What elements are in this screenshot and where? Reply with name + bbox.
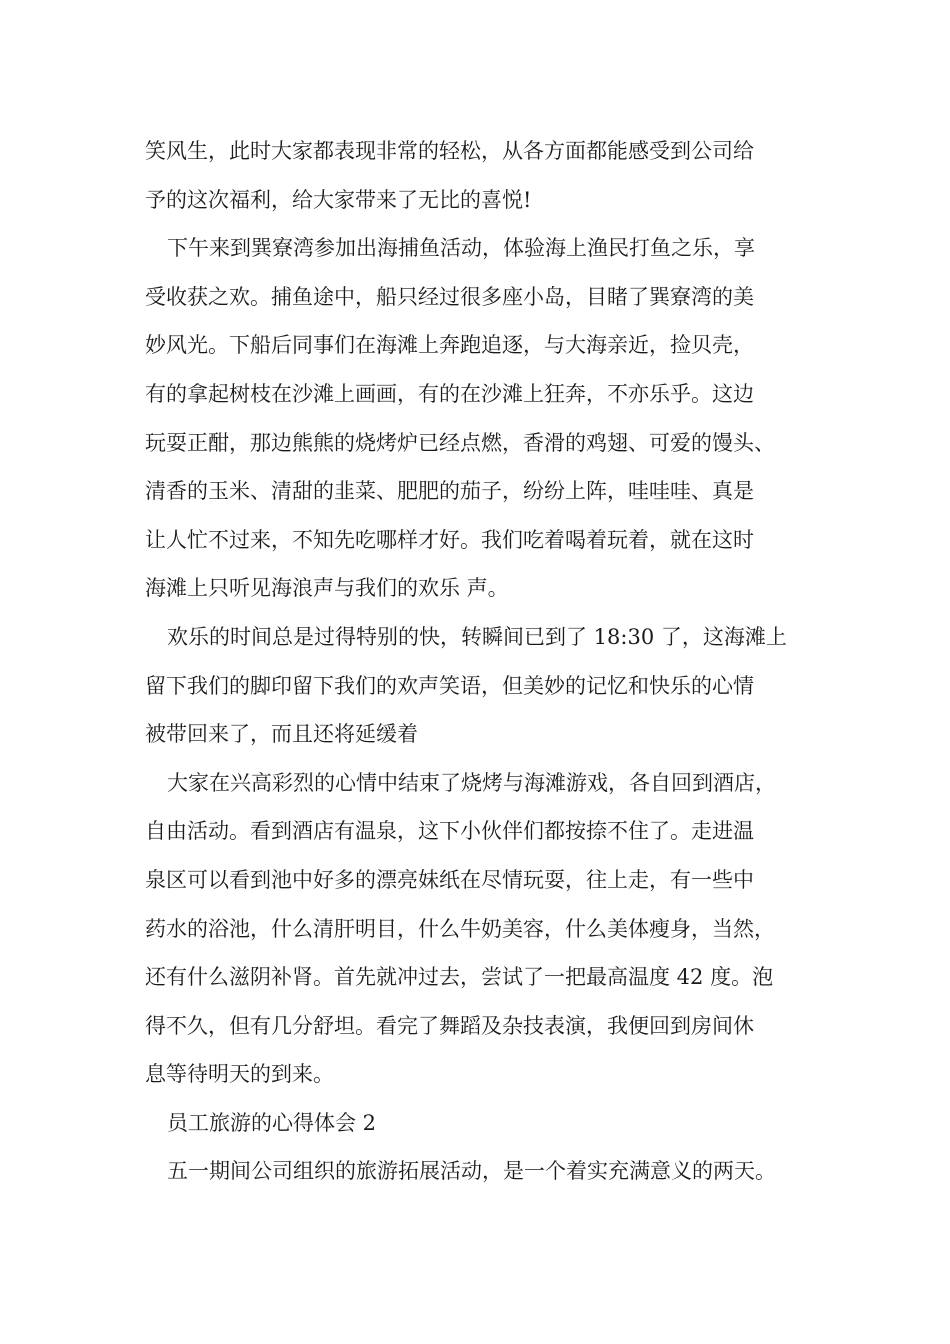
text-line: 让人忙不过来，不知先吃哪样才好。我们吃着喝着玩着，就在这时 <box>145 527 754 552</box>
text-line: 有的拿起树枝在沙滩上画画，有的在沙滩上狂奔，不亦乐乎。这边 <box>145 381 754 406</box>
section-heading: 员工旅游的心得体会 2 <box>167 1110 377 1135</box>
text-line: 泉区可以看到池中好多的漂亮妹纸在尽情玩耍，往上走，有一些中 <box>145 867 754 892</box>
text-line: 得不久，但有几分舒坦。看完了舞蹈及杂技表演，我便回到房间休 <box>145 1013 754 1038</box>
text-line: 海滩上只听见海浪声与我们的欢乐 声。 <box>145 576 509 601</box>
text-line: 留下我们的脚印留下我们的欢声笑语，但美妙的记忆和快乐的心情 <box>145 673 754 698</box>
text-line: 药水的浴池，什么清肝明目，什么牛奶美容，什么美体瘦身，当然， <box>145 916 775 941</box>
text-line: 被带回来了，而且还将延缓着 <box>145 722 418 747</box>
paragraph-start-line: 大家在兴高彩烈的心情中结束了烧烤与海滩游戏，各自回到酒店， <box>167 770 776 795</box>
text-line: 受收获之欢。捕鱼途中，船只经过很多座小岛，目睹了巽寮湾的美 <box>145 284 754 309</box>
paragraph-start-line: 下午来到巽寮湾参加出海捕鱼活动，体验海上渔民打鱼之乐，享 <box>167 236 755 261</box>
text-line: 自由活动。看到酒店有温泉，这下小伙伴们都按捺不住了。走进温 <box>145 819 754 844</box>
text-line: 清香的玉米、清甜的韭菜、肥肥的茄子，纷纷上阵，哇哇哇、真是 <box>145 479 754 504</box>
text-line: 还有什么滋阴补肾。首先就冲过去，尝试了一把最高温度 42 度。泡 <box>145 965 774 990</box>
paragraph-start-line: 五一期间公司组织的旅游拓展活动，是一个着实充满意义的两天。 <box>167 1159 776 1184</box>
text-line: 妙风光。下船后同事们在海滩上奔跑追逐，与大海亲近，捡贝壳， <box>145 333 754 358</box>
text-line: 息等待明天的到来。 <box>145 1062 334 1087</box>
text-line: 予的这次福利，给大家带来了无比的喜悦! <box>145 187 532 212</box>
text-line: 笑风生，此时大家都表现非常的轻松，从各方面都能感受到公司给 <box>145 139 754 163</box>
paragraph-start-line: 欢乐的时间总是过得特别的快，转瞬间已到了 18:30 了，这海滩上 <box>167 624 787 649</box>
text-line: 玩耍正酣，那边熊熊的烧烤炉已经点燃，香滑的鸡翅、可爱的馒头、 <box>145 430 775 455</box>
document-body <box>145 131 830 1200</box>
